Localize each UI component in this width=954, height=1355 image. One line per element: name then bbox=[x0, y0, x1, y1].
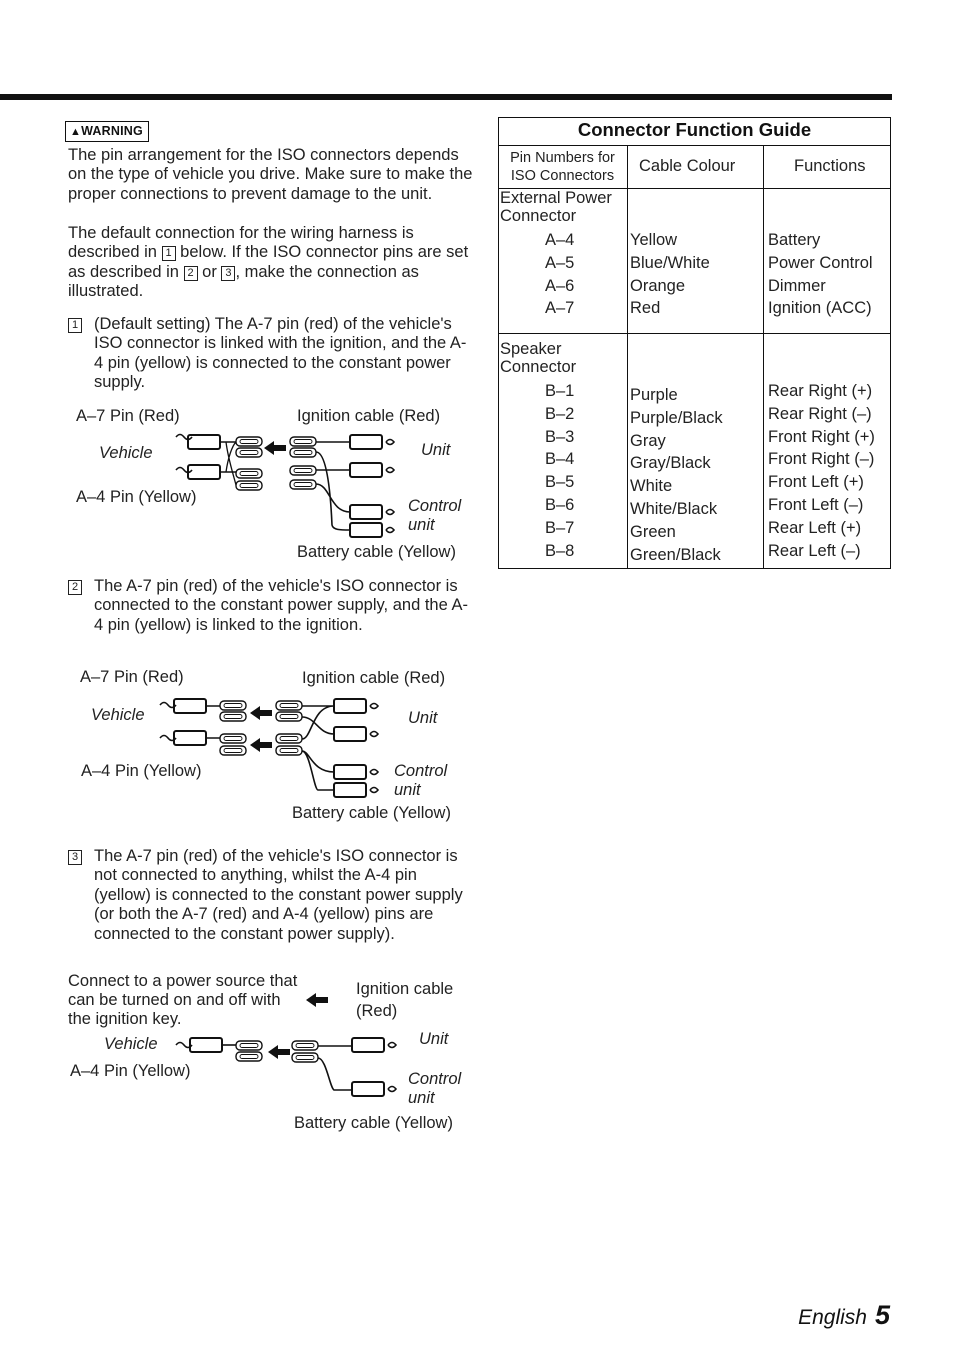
diagram1-vehicle-label: Vehicle bbox=[99, 444, 153, 462]
diagram1-unit-label: Unit bbox=[421, 441, 451, 459]
table-cell: Gray/Black bbox=[630, 454, 711, 473]
warning-label: WARNING bbox=[81, 124, 143, 138]
ref-number: 3 bbox=[221, 266, 235, 281]
table-cell: Front Left (–) bbox=[768, 495, 864, 514]
external-pins bbox=[545, 229, 574, 320]
diagram1-battery-label: Battery cable (Yellow) bbox=[297, 543, 456, 561]
diagram1-ignition-label: Ignition cable (Red) bbox=[297, 407, 441, 425]
table-cell: B–3 bbox=[545, 427, 575, 446]
page-number: 5 bbox=[874, 1300, 890, 1330]
diagram2-unit-label: Unit bbox=[408, 709, 438, 727]
table-cell: Rear Right (+) bbox=[768, 382, 873, 400]
diagram-3 bbox=[176, 993, 396, 1096]
footer-language: English bbox=[798, 1306, 867, 1329]
table-cell: Blue/White bbox=[630, 253, 710, 272]
table-cell: White/Black bbox=[630, 499, 718, 518]
table-cell: Red bbox=[630, 299, 661, 318]
table-cell: Rear Left (+) bbox=[768, 518, 862, 537]
ref-number: 1 bbox=[162, 246, 176, 261]
diagram3-power-note: Connect to a power source that can be turned on and off with the ignition key. bbox=[68, 972, 298, 1028]
diagram3-unit-label: Unit bbox=[419, 1030, 449, 1048]
table-cell: Gray bbox=[630, 431, 666, 450]
table-cell: Rear Right (–) bbox=[768, 404, 872, 423]
external-functions bbox=[768, 229, 873, 320]
diagram2-battery-label: Battery cable (Yellow) bbox=[292, 804, 451, 822]
item-number: 1 bbox=[68, 318, 82, 333]
item-text: The A-7 pin (red) of the vehicle's ISO connector is not connected to anything, whilst the A-4 pin (yellow) is connected to the constant power supply (or both the A-7 (red) and A-4 (yellow) pins are connected to the constant power supply). bbox=[94, 847, 463, 943]
table-cell: Ignition (ACC) bbox=[768, 299, 872, 318]
item-text: (Default setting) The A-7 pin (red) of the vehicle's ISO connector is linked with the ignition, and the A-4 pin (yellow) is connected to the constant power supply. bbox=[94, 315, 467, 392]
header-pin-numbers: Pin Numbers for ISO Connectors bbox=[510, 150, 615, 184]
table-cell: Purple/Black bbox=[630, 408, 723, 427]
table-cell: B–8 bbox=[545, 541, 575, 560]
table-cell: Front Right (–) bbox=[768, 450, 875, 469]
table-cell: Green bbox=[630, 522, 676, 541]
speaker-group-label: Speaker Connector bbox=[500, 340, 577, 376]
speaker-functions bbox=[768, 380, 875, 562]
diagram2-vehicle-label: Vehicle bbox=[91, 706, 145, 724]
diagram2-a7-label: A–7 Pin (Red) bbox=[80, 668, 184, 686]
table-cell: Orange bbox=[630, 276, 686, 295]
table-cell: Front Right (+) bbox=[768, 427, 875, 446]
diagram2-a4-label: A–4 Pin (Yellow) bbox=[81, 762, 202, 780]
table-cell: Yellow bbox=[630, 231, 678, 249]
diagram2-control-unit-label: Control unit bbox=[394, 762, 448, 799]
speaker-colours bbox=[630, 384, 723, 566]
table-cell: B–6 bbox=[545, 495, 575, 514]
ref-number: 2 bbox=[184, 266, 198, 281]
table-title: Connector Function Guide bbox=[577, 119, 812, 140]
table-cell: Rear Left (–) bbox=[768, 541, 861, 560]
intro-paragraph-1: The pin arrangement for the ISO connectors depends on the type of vehicle you drive. Make sure to make the proper connections to prevent damage to the unit. bbox=[68, 146, 473, 203]
header-functions: Functions bbox=[794, 157, 866, 175]
intro-paragraph-2: The default connection for the wiring harness is described in 1 below. If the ISO connector pins are set as described in 2 or 3 , make the connection as illustrated. bbox=[68, 224, 469, 301]
table-cell: Purple bbox=[630, 386, 678, 404]
diagram3-battery-label: Battery cable (Yellow) bbox=[294, 1114, 453, 1132]
table-cell: Front Left (+) bbox=[768, 473, 864, 492]
item-text: The A-7 pin (red) of the vehicle's ISO connector is connected to the constant power supply, and the A-4 pin (yellow) is linked to the ignition. bbox=[94, 577, 468, 634]
page-footer bbox=[798, 1300, 890, 1331]
table-cell: White bbox=[630, 477, 673, 496]
warning-triangle-icon: ▲ bbox=[70, 126, 82, 138]
header-cable-colour: Cable Colour bbox=[639, 157, 736, 175]
table-cell: B–7 bbox=[545, 518, 575, 537]
table-cell: Power Control bbox=[768, 253, 873, 272]
table-cell: A–5 bbox=[545, 253, 575, 272]
table-cell: Green/Black bbox=[630, 545, 721, 564]
diagram1-a4-label: A–4 Pin (Yellow) bbox=[76, 488, 197, 506]
table-cell: A–7 bbox=[545, 299, 575, 318]
speaker-pins bbox=[545, 380, 574, 562]
table-cell: B–5 bbox=[545, 473, 575, 492]
table-cell: B–4 bbox=[545, 450, 575, 469]
diagram3-a4-label: A–4 Pin (Yellow) bbox=[70, 1062, 191, 1080]
table-cell: A–6 bbox=[545, 276, 575, 295]
table-cell: B–1 bbox=[545, 382, 575, 400]
item-number: 3 bbox=[68, 850, 82, 865]
diagram3-vehicle-label: Vehicle bbox=[104, 1035, 158, 1053]
table-cell: B–2 bbox=[545, 404, 575, 423]
table-cell: Battery bbox=[768, 231, 821, 249]
external-colours bbox=[630, 229, 710, 320]
diagram1-a7-label: A–7 Pin (Red) bbox=[76, 407, 180, 425]
diagram-2 bbox=[160, 699, 378, 797]
diagram-1 bbox=[176, 435, 394, 538]
table-cell: A–4 bbox=[545, 231, 575, 249]
diagram2-ignition-label: Ignition cable (Red) bbox=[302, 669, 446, 687]
diagram1-control-unit-label: Control unit bbox=[408, 497, 462, 534]
diagram3-control-unit-label: Control unit bbox=[408, 1070, 462, 1107]
table-cell: Dimmer bbox=[768, 276, 826, 295]
external-group-label: External Power Connector bbox=[500, 189, 612, 225]
connector-function-table bbox=[498, 117, 891, 569]
item-number: 2 bbox=[68, 580, 82, 595]
diagram3-ignition-label: Ignition cable (Red) bbox=[356, 980, 454, 1020]
